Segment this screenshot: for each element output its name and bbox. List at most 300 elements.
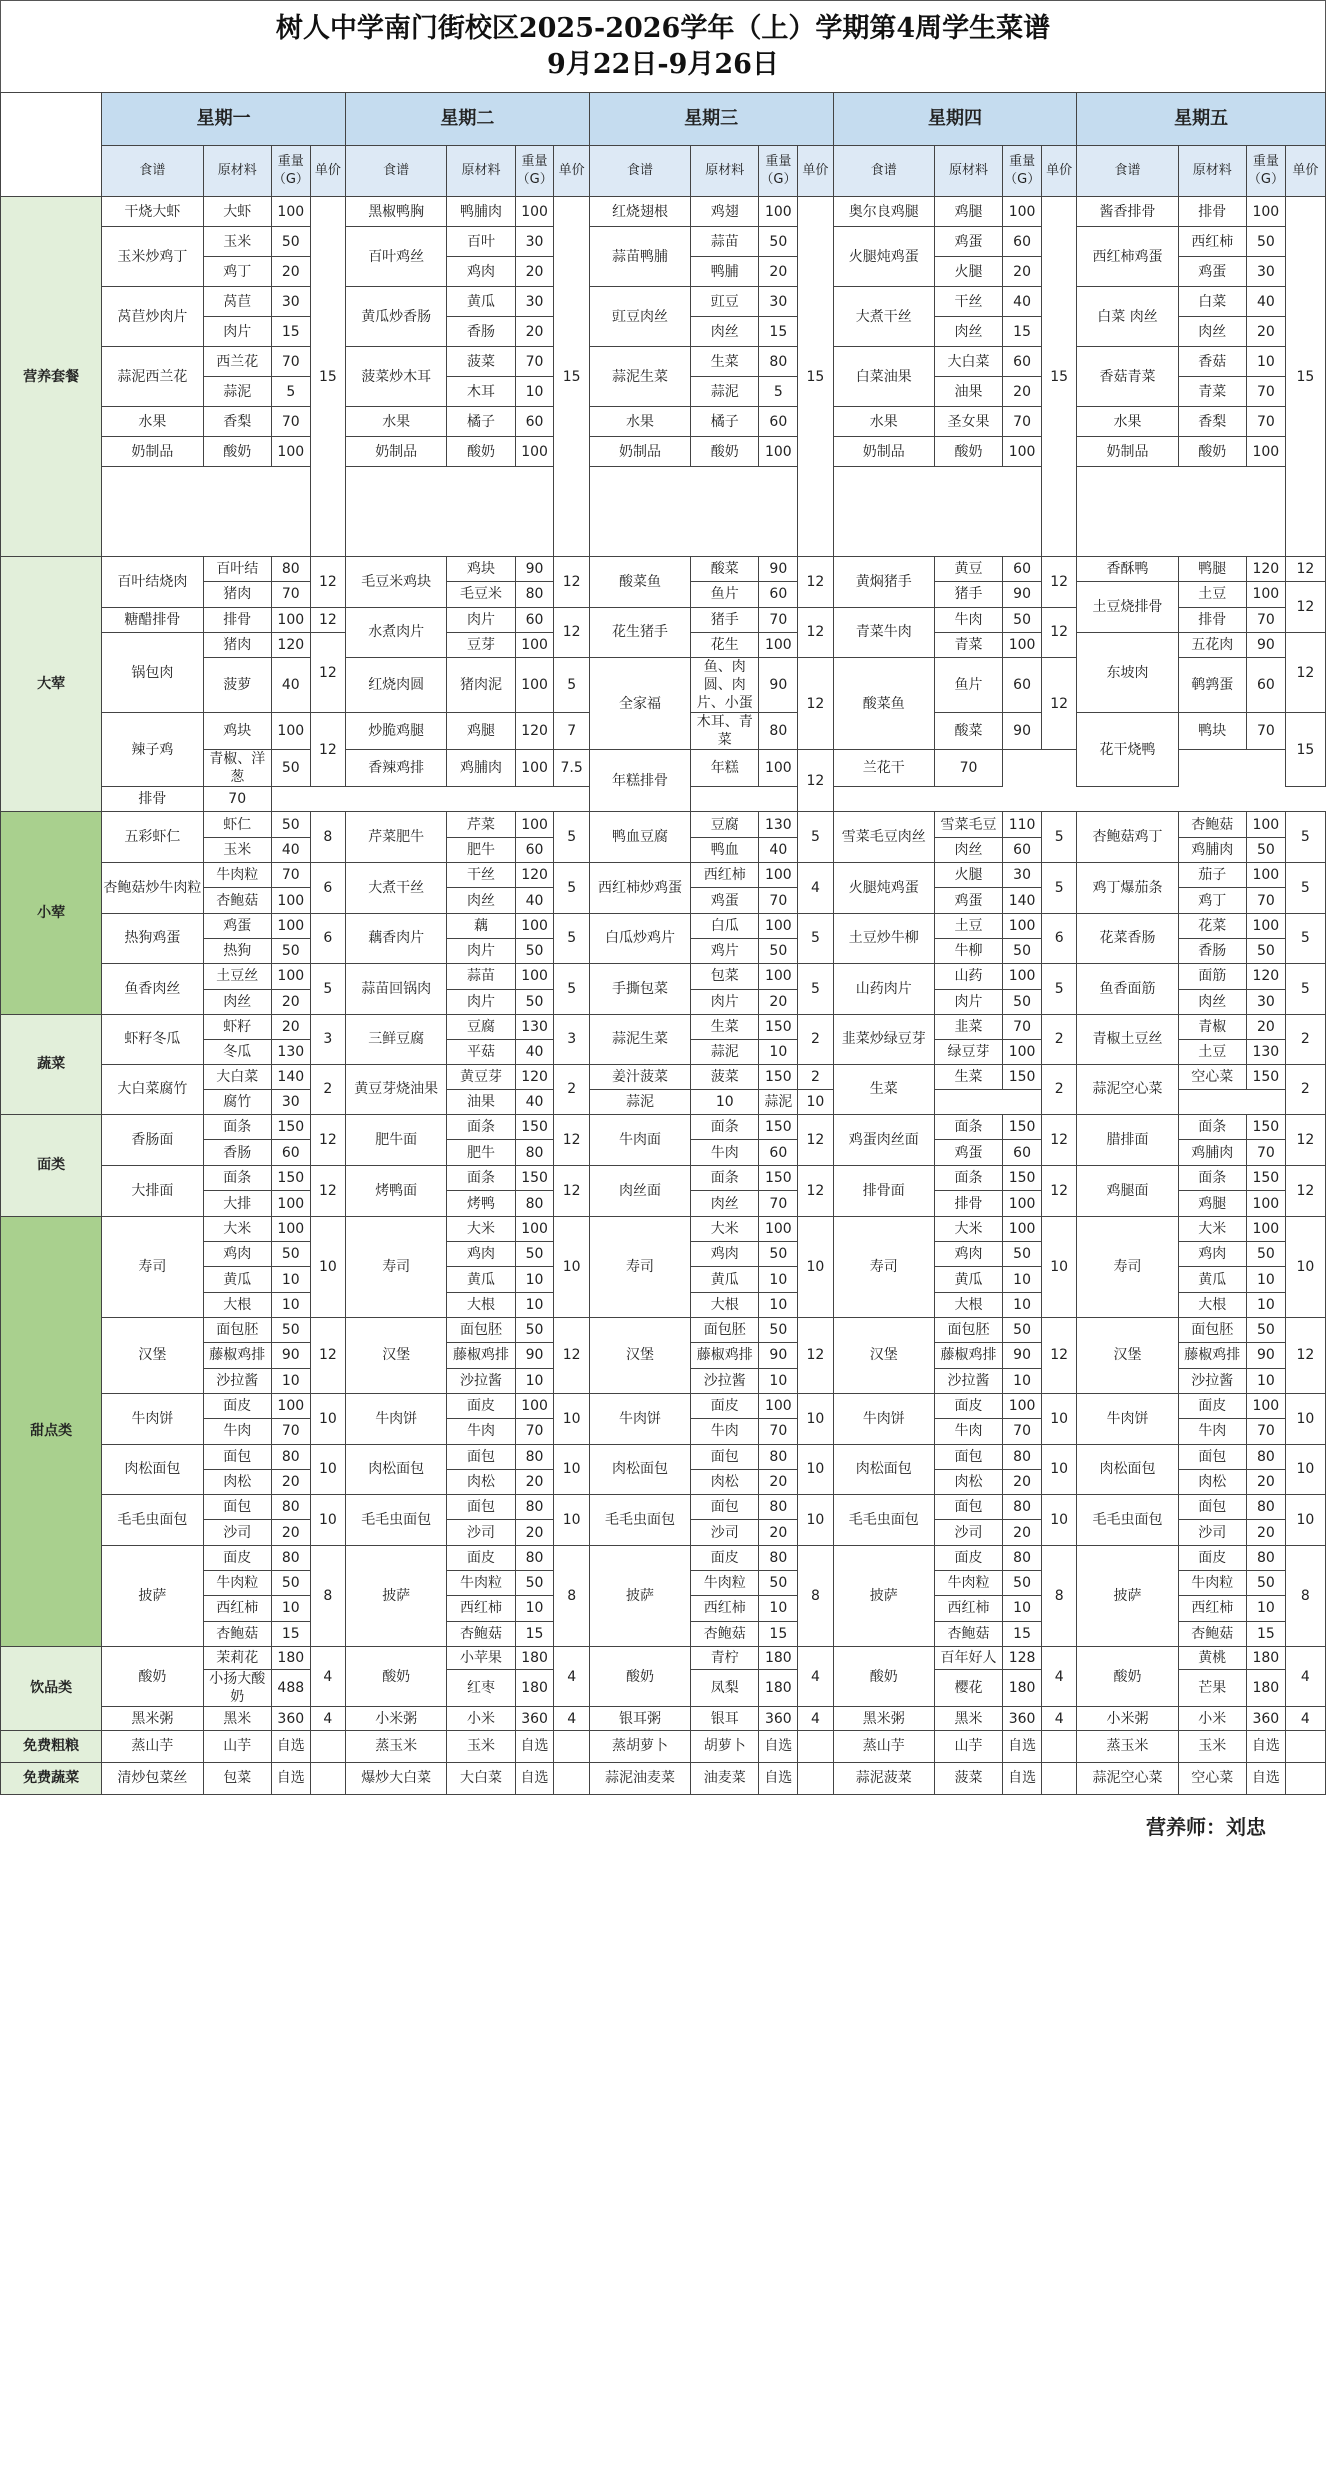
dish-name: 大白菜腐竹 [102, 1064, 203, 1114]
dish-price: 5 [1285, 913, 1325, 964]
ingredient-name: 肉松 [691, 1469, 759, 1494]
dish-price: 4 [1285, 1646, 1325, 1707]
dish-price: 12 [798, 1318, 833, 1394]
dish-name: 酱香排骨 [1077, 197, 1178, 227]
ingredient-weight: 自选 [1003, 1730, 1042, 1762]
ingredient-name: 肉片 [447, 989, 515, 1014]
ingredient-name: 绿豆芽 [934, 1039, 1002, 1064]
ingredient-name: 茉莉花 [203, 1646, 271, 1670]
ingredient-weight: 15 [1246, 1621, 1285, 1646]
ingredient-name: 面包胚 [447, 1318, 515, 1343]
ingredient-name: 杏鲍菇 [447, 1621, 515, 1646]
ingredient-weight: 100 [271, 888, 310, 913]
ingredient-name: 香肠 [203, 1140, 271, 1166]
ingredient-name: 牛肉粒 [203, 863, 271, 888]
ingredient-name: 蒜泥 [691, 1039, 759, 1064]
dish-price: 4 [554, 1707, 589, 1731]
ingredient-name: 西红柿 [934, 1596, 1002, 1621]
ingredient-name: 猪肉泥 [447, 658, 515, 713]
footer [0, 1795, 1326, 1857]
ingredient-name: 沙司 [1178, 1520, 1246, 1545]
dish-name: 牛肉饼 [1077, 1393, 1178, 1444]
ingredient-weight: 100 [759, 750, 798, 787]
ingredient-name: 毛豆米 [447, 582, 515, 607]
ingredient-name: 鱼片 [934, 658, 1002, 713]
dish-price: 12 [310, 607, 345, 632]
ingredient-name: 肉片 [447, 607, 515, 632]
dish-name: 披萨 [346, 1545, 447, 1646]
ingredient-weight: 10 [515, 1292, 554, 1317]
dish-price: 12 [1285, 1165, 1325, 1216]
ingredient-name: 牛肉粒 [1178, 1571, 1246, 1596]
dish-price: 12 [554, 1114, 589, 1165]
ingredient-name: 平菇 [447, 1039, 515, 1064]
ingredient-name: 面包 [447, 1444, 515, 1469]
dish-price: 2 [1285, 1064, 1325, 1114]
ingredient-name: 酸奶 [1178, 437, 1246, 467]
ingredient-weight: 20 [515, 317, 554, 347]
dish-price: 8 [310, 812, 345, 863]
dish-name: 寿司 [102, 1216, 203, 1317]
ingredient-weight: 10 [1246, 1267, 1285, 1292]
menu-row [1, 913, 1326, 938]
dish-name: 豇豆肉丝 [589, 287, 690, 347]
dish-price: 12 [1285, 582, 1325, 633]
ingredient-weight: 100 [1246, 1191, 1285, 1217]
ingredient-name: 橘子 [691, 407, 759, 437]
dish-name: 芹菜肥牛 [346, 812, 447, 863]
ingredient-name: 面皮 [934, 1393, 1002, 1418]
dish-name: 毛毛虫面包 [833, 1495, 934, 1546]
dish-name: 藕香肉片 [346, 913, 447, 964]
dish-name: 白菜油果 [833, 347, 934, 407]
dish-name: 肥牛面 [346, 1114, 447, 1165]
dish-price: 8 [1285, 1545, 1325, 1646]
ingredient-name: 面包胚 [1178, 1318, 1246, 1343]
ingredient-weight: 90 [759, 1343, 798, 1368]
ingredient-weight: 90 [515, 1343, 554, 1368]
ingredient-weight: 80 [271, 557, 310, 582]
ingredient-name: 藤椒鸡排 [203, 1343, 271, 1368]
dish-name: 蒸山芋 [102, 1730, 203, 1762]
ingredient-name: 藤椒鸡排 [934, 1343, 1002, 1368]
ingredient-weight: 15 [271, 1621, 310, 1646]
ingredient-name: 豆腐 [447, 1014, 515, 1039]
ingredient-name: 酸菜 [691, 557, 759, 582]
ingredient-name: 鸡蛋 [934, 1140, 1002, 1166]
ingredient-weight: 488 [271, 1670, 310, 1707]
ingredient-name: 油果 [447, 1089, 515, 1114]
ingredient-weight: 80 [1003, 1495, 1042, 1520]
ingredient-name: 面包 [691, 1444, 759, 1469]
ingredient-weight: 100 [1246, 1393, 1285, 1418]
ingredient-name: 鸡丁 [203, 257, 271, 287]
dish-price: 6 [310, 863, 345, 914]
ingredient-weight: 10 [1246, 1292, 1285, 1317]
ingredient-name: 杏鲍菇 [691, 1621, 759, 1646]
ingredient-weight: 70 [1246, 1140, 1285, 1166]
ingredient-weight: 5 [271, 377, 310, 407]
dish-name: 百叶鸡丝 [346, 227, 447, 287]
dish-price: 10 [1042, 1393, 1077, 1444]
dish-name: 汉堡 [102, 1318, 203, 1394]
dish-name: 红烧肉圆 [346, 658, 447, 713]
ingredient-name: 鱼、肉圆、肉片、小蛋 [691, 658, 759, 713]
ingredient-weight: 50 [1246, 227, 1285, 257]
dish-price: 10 [554, 1495, 589, 1546]
ingredient-name: 沙司 [691, 1520, 759, 1545]
ingredient-name: 鸡肉 [447, 1242, 515, 1267]
dish-price: 12 [554, 607, 589, 658]
ingredient-name: 面包 [934, 1495, 1002, 1520]
category-label: 饮品类 [1, 1646, 102, 1730]
dish-price: 5 [554, 964, 589, 1015]
ingredient-weight: 40 [515, 1039, 554, 1064]
dish-name: 披萨 [102, 1545, 203, 1646]
ingredient-name: 蒜苗 [447, 964, 515, 989]
dish-price: 12 [310, 1318, 345, 1394]
ingredient-name: 茄子 [1178, 863, 1246, 888]
ingredient-weight: 90 [1246, 632, 1285, 657]
category-label: 大荤 [1, 557, 102, 812]
day-header: 星期三 [589, 93, 833, 146]
ingredient-weight: 120 [515, 1064, 554, 1089]
ingredient-name: 牛肉 [934, 1419, 1002, 1444]
column-header-price: 单价 [554, 146, 589, 197]
ingredient-name: 莴苣 [203, 287, 271, 317]
dish-price: 10 [798, 1393, 833, 1444]
dish-name: 肉松面包 [346, 1444, 447, 1495]
ingredient-name: 山药 [934, 964, 1002, 989]
dish-price: 10 [798, 1495, 833, 1546]
dish-name: 水果 [589, 407, 690, 437]
ingredient-name: 面条 [203, 1114, 271, 1140]
ingredient-weight: 40 [515, 1089, 554, 1114]
dish-price: 12 [798, 1114, 833, 1165]
ingredient-weight: 30 [515, 227, 554, 257]
set-price: 15 [798, 197, 833, 557]
ingredient-name: 西兰花 [203, 347, 271, 377]
ingredient-weight: 70 [515, 1419, 554, 1444]
dish-name: 排骨面 [833, 1165, 934, 1216]
ingredient-name: 猪手 [691, 607, 759, 632]
dish-price: 12 [310, 632, 345, 712]
ingredient-name: 面皮 [447, 1545, 515, 1570]
ingredient-name: 肉片 [203, 317, 271, 347]
ingredient-name: 大米 [203, 1216, 271, 1241]
dish-name: 汉堡 [833, 1318, 934, 1394]
ingredient-weight: 40 [271, 837, 310, 862]
dish-name: 奶制品 [589, 437, 690, 467]
ingredient-weight: 20 [271, 1469, 310, 1494]
ingredient-weight: 60 [759, 1140, 798, 1166]
ingredient-name: 百年好人 [934, 1646, 1002, 1670]
ingredient-name: 牛柳 [934, 938, 1002, 963]
ingredient-name: 鸭块 [1178, 713, 1246, 750]
ingredient-name: 兰花干 [833, 750, 934, 787]
dish-price: 8 [310, 1545, 345, 1646]
dish-name: 鸡丁爆茄条 [1077, 863, 1178, 914]
menu-row [1, 812, 1326, 837]
ingredient-name: 干丝 [934, 287, 1002, 317]
ingredient-weight: 80 [759, 1495, 798, 1520]
dish-name: 白菜 肉丝 [1077, 287, 1178, 347]
ingredient-name: 肉丝 [203, 989, 271, 1014]
ingredient-name: 百叶结 [203, 557, 271, 582]
dish-name: 百叶结烧肉 [102, 557, 203, 608]
ingredient-weight: 90 [759, 557, 798, 582]
ingredient-weight: 10 [515, 377, 554, 407]
ingredient-weight: 100 [759, 197, 798, 227]
ingredient-weight: 80 [515, 582, 554, 607]
ingredient-name: 黄豆芽 [447, 1064, 515, 1089]
dish-name: 莴苣炒肉片 [102, 287, 203, 347]
ingredient-name: 面包 [691, 1495, 759, 1520]
ingredient-weight: 10 [515, 1368, 554, 1393]
ingredient-weight: 30 [1003, 863, 1042, 888]
dish-name: 火腿炖鸡蛋 [833, 227, 934, 287]
dish-name: 酸菜鱼 [589, 557, 690, 608]
ingredient-name: 凤梨 [691, 1670, 759, 1707]
ingredient-name: 土豆丝 [203, 964, 271, 989]
column-header-ingredient: 原材料 [447, 146, 515, 197]
ingredient-name: 酸奶 [447, 437, 515, 467]
menu-row [1, 287, 1326, 317]
ingredient-weight: 90 [759, 658, 798, 713]
ingredient-weight: 150 [759, 1114, 798, 1140]
dish-name: 香肠面 [102, 1114, 203, 1165]
dish-name: 热狗鸡蛋 [102, 913, 203, 964]
ingredient-name: 西红柿 [691, 1596, 759, 1621]
dish-name: 青椒土豆丝 [1077, 1014, 1178, 1064]
dish-name: 蒸玉米 [1077, 1730, 1178, 1762]
ingredient-weight: 100 [515, 1393, 554, 1418]
ingredient-weight: 50 [1246, 1571, 1285, 1596]
ingredient-weight: 140 [271, 1064, 310, 1089]
ingredient-name: 鸡蛋 [203, 913, 271, 938]
ingredient-name: 肉丝 [934, 317, 1002, 347]
dish-name: 毛豆米鸡块 [346, 557, 447, 608]
dish-name: 五彩虾仁 [102, 812, 203, 863]
ingredient-weight: 20 [271, 1520, 310, 1545]
ingredient-weight: 50 [1003, 1242, 1042, 1267]
dish-name: 花生猪手 [589, 607, 690, 658]
ingredient-weight: 80 [515, 1545, 554, 1570]
dish-name: 肉松面包 [1077, 1444, 1178, 1495]
ingredient-name: 鸡蛋 [691, 888, 759, 913]
ingredient-weight: 70 [759, 607, 798, 632]
ingredient-weight: 60 [515, 837, 554, 862]
day-header-row [1, 93, 1326, 146]
dish-name: 寿司 [346, 1216, 447, 1317]
ingredient-name: 年糕 [691, 750, 759, 787]
ingredient-weight: 50 [515, 989, 554, 1014]
ingredient-name: 鸡肉 [447, 257, 515, 287]
menu-table [0, 92, 1326, 1795]
dish-price: 5 [798, 812, 833, 863]
menu-row [1, 1762, 1326, 1794]
ingredient-name: 杏鲍菇 [203, 1621, 271, 1646]
ingredient-name: 牛肉粒 [934, 1571, 1002, 1596]
ingredient-name: 鸡腿 [934, 197, 1002, 227]
dish-price: 10 [554, 1216, 589, 1317]
ingredient-weight: 50 [271, 938, 310, 963]
ingredient-weight: 50 [1003, 1571, 1042, 1596]
ingredient-weight: 10 [515, 1596, 554, 1621]
ingredient-weight: 10 [759, 1596, 798, 1621]
page-title: 树人中学南门街校区2025-2026学年（上）学期第4周学生菜谱 [275, 12, 1051, 44]
dish-name: 腊排面 [1077, 1114, 1178, 1165]
ingredient-weight: 100 [515, 750, 554, 787]
ingredient-weight: 20 [759, 1469, 798, 1494]
ingredient-weight: 100 [271, 964, 310, 989]
ingredient-weight: 50 [271, 1318, 310, 1343]
dish-name: 毛毛虫面包 [589, 1495, 690, 1546]
menu-row [1, 1444, 1326, 1469]
ingredient-name: 面条 [447, 1165, 515, 1191]
ingredient-weight: 130 [1246, 1039, 1285, 1064]
ingredient-weight: 自选 [515, 1730, 554, 1762]
dish-name: 蒸胡萝卜 [589, 1730, 690, 1762]
dish-name: 三鲜豆腐 [346, 1014, 447, 1064]
dish-name: 奶制品 [1077, 437, 1178, 467]
ingredient-weight: 10 [515, 1267, 554, 1292]
ingredient-name: 沙司 [447, 1520, 515, 1545]
ingredient-name: 沙拉酱 [447, 1368, 515, 1393]
dish-name: 汉堡 [346, 1318, 447, 1394]
ingredient-name: 面条 [1178, 1165, 1246, 1191]
dish-name: 披萨 [589, 1545, 690, 1646]
dish-name: 鸭血豆腐 [589, 812, 690, 863]
dish-name: 蒜苗鸭脯 [589, 227, 690, 287]
ingredient-name: 面包胚 [934, 1318, 1002, 1343]
dish-name: 小米粥 [346, 1707, 447, 1731]
ingredient-weight: 70 [271, 863, 310, 888]
ingredient-weight: 100 [759, 632, 798, 657]
ingredient-name: 鸡肉 [691, 1242, 759, 1267]
ingredient-weight: 150 [515, 1165, 554, 1191]
ingredient-name: 蒜泥 [589, 1089, 690, 1114]
dish-price: 5 [1042, 863, 1077, 914]
dish-price: 10 [310, 1216, 345, 1317]
ingredient-name: 青柠 [691, 1646, 759, 1670]
ingredient-name: 沙拉酱 [1178, 1368, 1246, 1393]
ingredient-name: 大根 [447, 1292, 515, 1317]
dish-name: 土豆烧排骨 [1077, 582, 1178, 633]
ingredient-weight: 自选 [271, 1730, 310, 1762]
ingredient-weight: 360 [759, 1707, 798, 1731]
ingredient-weight: 10 [759, 1292, 798, 1317]
ingredient-weight: 80 [515, 1191, 554, 1217]
dish-name: 杏鲍菇鸡丁 [1077, 812, 1178, 863]
ingredient-name: 藤椒鸡排 [691, 1343, 759, 1368]
ingredient-name: 豇豆 [691, 287, 759, 317]
ingredient-name: 樱花 [934, 1670, 1002, 1707]
ingredient-name: 菠萝 [203, 658, 271, 713]
ingredient-weight: 50 [759, 1242, 798, 1267]
ingredient-weight: 80 [1246, 1545, 1285, 1570]
ingredient-weight: 70 [203, 787, 271, 812]
ingredient-weight: 70 [1003, 1419, 1042, 1444]
ingredient-name: 玉米 [1178, 1730, 1246, 1762]
ingredient-name: 黄桃 [1178, 1646, 1246, 1670]
ingredient-name: 面条 [1178, 1114, 1246, 1140]
ingredient-weight: 100 [1246, 582, 1285, 607]
dish-name: 银耳粥 [589, 1707, 690, 1731]
ingredient-name: 芹菜 [447, 812, 515, 837]
ingredient-name: 肉丝 [934, 837, 1002, 862]
ingredient-name: 鸭腿 [1178, 557, 1246, 582]
ingredient-name: 面筋 [1178, 964, 1246, 989]
ingredient-weight: 50 [271, 812, 310, 837]
ingredient-name: 牛肉粒 [203, 1571, 271, 1596]
ingredient-weight: 30 [271, 287, 310, 317]
dish-name: 寿司 [589, 1216, 690, 1317]
dish-name: 蒸山芋 [833, 1730, 934, 1762]
ingredient-name: 火腿 [934, 863, 1002, 888]
ingredient-weight: 90 [271, 1343, 310, 1368]
column-header-dish: 食谱 [1077, 146, 1178, 197]
ingredient-weight: 5 [759, 377, 798, 407]
dish-price: 8 [798, 1545, 833, 1646]
dish-price [798, 1730, 833, 1762]
ingredient-weight: 100 [271, 1191, 310, 1217]
ingredient-weight: 150 [1003, 1114, 1042, 1140]
dish-price [1042, 1762, 1077, 1794]
ingredient-weight: 60 [1246, 658, 1285, 713]
ingredient-name: 蒜泥 [759, 1089, 798, 1114]
ingredient-name: 包菜 [691, 964, 759, 989]
dish-price: 5 [798, 913, 833, 964]
menu-row [1, 863, 1326, 888]
ingredient-name: 鸡肉 [1178, 1242, 1246, 1267]
dish-price: 12 [1285, 557, 1325, 582]
dish-name: 水煮肉片 [346, 607, 447, 658]
ingredient-name: 虾籽 [203, 1014, 271, 1039]
ingredient-weight: 20 [1246, 1469, 1285, 1494]
ingredient-weight: 50 [759, 1318, 798, 1343]
ingredient-weight: 100 [1003, 197, 1042, 227]
dish-name: 肉丝面 [589, 1165, 690, 1216]
dish-name: 大煮干丝 [346, 863, 447, 914]
ingredient-weight: 90 [1003, 582, 1042, 607]
dish-name: 蒜泥菠菜 [833, 1762, 934, 1794]
ingredient-name: 小扬大酸奶 [203, 1670, 271, 1707]
dish-price: 10 [310, 1393, 345, 1444]
dish-price [554, 1730, 589, 1762]
ingredient-weight: 10 [1003, 1596, 1042, 1621]
ingredient-weight: 60 [1003, 557, 1042, 582]
dish-price: 5 [310, 964, 345, 1015]
dish-price: 12 [310, 1114, 345, 1165]
ingredient-weight: 20 [1246, 317, 1285, 347]
ingredient-weight: 70 [1246, 407, 1285, 437]
menu-row [1, 197, 1326, 227]
ingredient-name: 酸菜 [934, 713, 1002, 750]
ingredient-name: 豆芽 [447, 632, 515, 657]
menu-row [1, 1545, 1326, 1570]
dish-name: 蒜泥空心菜 [1077, 1762, 1178, 1794]
dish-price: 10 [310, 1444, 345, 1495]
ingredient-weight: 20 [759, 989, 798, 1014]
dish-name: 毛毛虫面包 [346, 1495, 447, 1546]
dish-name: 汉堡 [1077, 1318, 1178, 1394]
ingredient-name: 大根 [934, 1292, 1002, 1317]
dish-price: 12 [310, 557, 345, 608]
ingredient-weight: 100 [1246, 913, 1285, 938]
title-block [0, 0, 1326, 92]
dish-name: 花菜香肠 [1077, 913, 1178, 964]
